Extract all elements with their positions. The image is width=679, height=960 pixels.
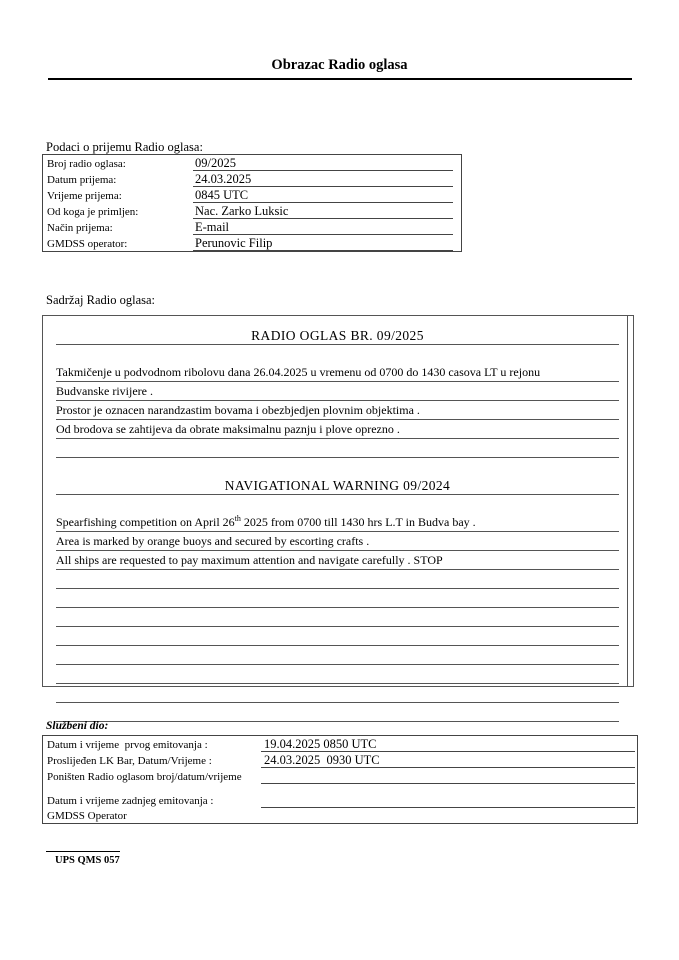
content-line: Takmičenje u podvodnom ribolovu dana 26.04.2025 u vremenu od 0700 do 1430 casova LT u rejonu [56,363,619,382]
reception-row-value: 0845 UTC [193,188,453,203]
footer-divider [46,851,120,852]
reception-table [42,154,462,252]
official-table [42,735,638,824]
content-section-label: Sadržaj Radio oglasa: [46,293,155,307]
content-box [42,315,634,687]
reception-row [43,171,461,187]
official-row-label: Poništen Radio oglasom broj/datum/vrijeme [47,771,242,783]
reception-row [43,235,461,251]
content-blank-line [56,570,619,589]
reception-row-label: Način prijema: [47,222,113,234]
official-row-label: Datum i vrijeme prvog emitovanja : [47,739,208,751]
reception-row [43,219,461,235]
official-row-spacer [43,784,637,792]
content-line: Area is marked by orange buoys and secured by escorting crafts . [56,532,619,551]
content-heading-international: NAVIGATIONAL WARNING 09/2024 [56,476,619,495]
official-row-value [261,769,635,784]
reception-row [43,187,461,203]
content-spacer [56,345,619,363]
content-blank-line [56,646,619,665]
reception-row-label: GMDSS operator: [47,238,128,250]
page-title: Obrazac Radio oglasa [271,57,408,73]
content-blank-line [56,665,619,684]
content-blank-line [56,439,619,458]
content-line: Budvanske rivijere . [56,382,619,401]
reception-row-value: 09/2025 [193,156,453,171]
content-blank-line [56,608,619,627]
content-line: Od brodova se zahtijeva da obrate maksimalnu paznju i plove oprezno . [56,420,619,439]
reception-row-value: Perunovic Filip [193,236,453,251]
ordinal-suffix: th [234,514,241,523]
official-row-value [261,809,635,823]
content-spacer [56,458,619,476]
official-row-value: 24.03.2025 0930 UTC [261,753,635,768]
official-row-label: GMDSS Operator [47,810,127,822]
content-blank-line [56,703,619,722]
content-box-inner-border [627,316,628,686]
reception-row [43,203,461,219]
reception-row [43,155,461,171]
content-heading-local: RADIO OGLAS BR. 09/2025 [56,326,619,345]
official-row [43,792,637,808]
content-blank-line [56,684,619,703]
reception-row-label: Broj radio oglasa: [47,158,126,170]
reception-row-label: Datum prijema: [47,174,117,186]
official-row-label: Proslijeđen LK Bar, Datum/Vrijeme : [47,755,212,767]
reception-row-value: Nac. Zarko Luksic [193,204,453,219]
official-row [43,736,637,752]
official-row-value [261,793,635,808]
official-row [43,768,637,784]
content-line [56,513,619,532]
content-blank-line [56,627,619,646]
official-row [43,808,637,823]
header-divider [48,78,632,80]
content-line: Prostor je oznacen narandzastim bovama i obezbjedjen plovnim objektima . [56,401,619,420]
content-line-text: Spearfishing competition on April 26 [56,515,235,529]
reception-row-label: Od koga je primljen: [47,206,139,218]
official-row-label: Datum i vrijeme zadnjeg emitovanja : [47,795,214,807]
content-line: All ships are requested to pay maximum attention and navigate carefully . STOP [56,551,619,570]
official-row [43,752,637,768]
reception-row-value: E-mail [193,220,453,235]
content-blank-line [56,589,619,608]
official-row-value: 19.04.2025 0850 UTC [261,737,635,752]
reception-section-label: Podaci o prijemu Radio oglasa: [46,140,203,154]
official-section-label: Službeni dio: [46,720,109,732]
footer-doc-code: UPS QMS 057 [55,855,120,866]
reception-row-value: 24.03.2025 [193,172,453,187]
content-spacer [56,495,619,513]
reception-row-label: Vrijeme prijema: [47,190,122,202]
content-line-text: 2025 from 0700 till 1430 hrs L.T in Budva bay . [240,515,476,529]
